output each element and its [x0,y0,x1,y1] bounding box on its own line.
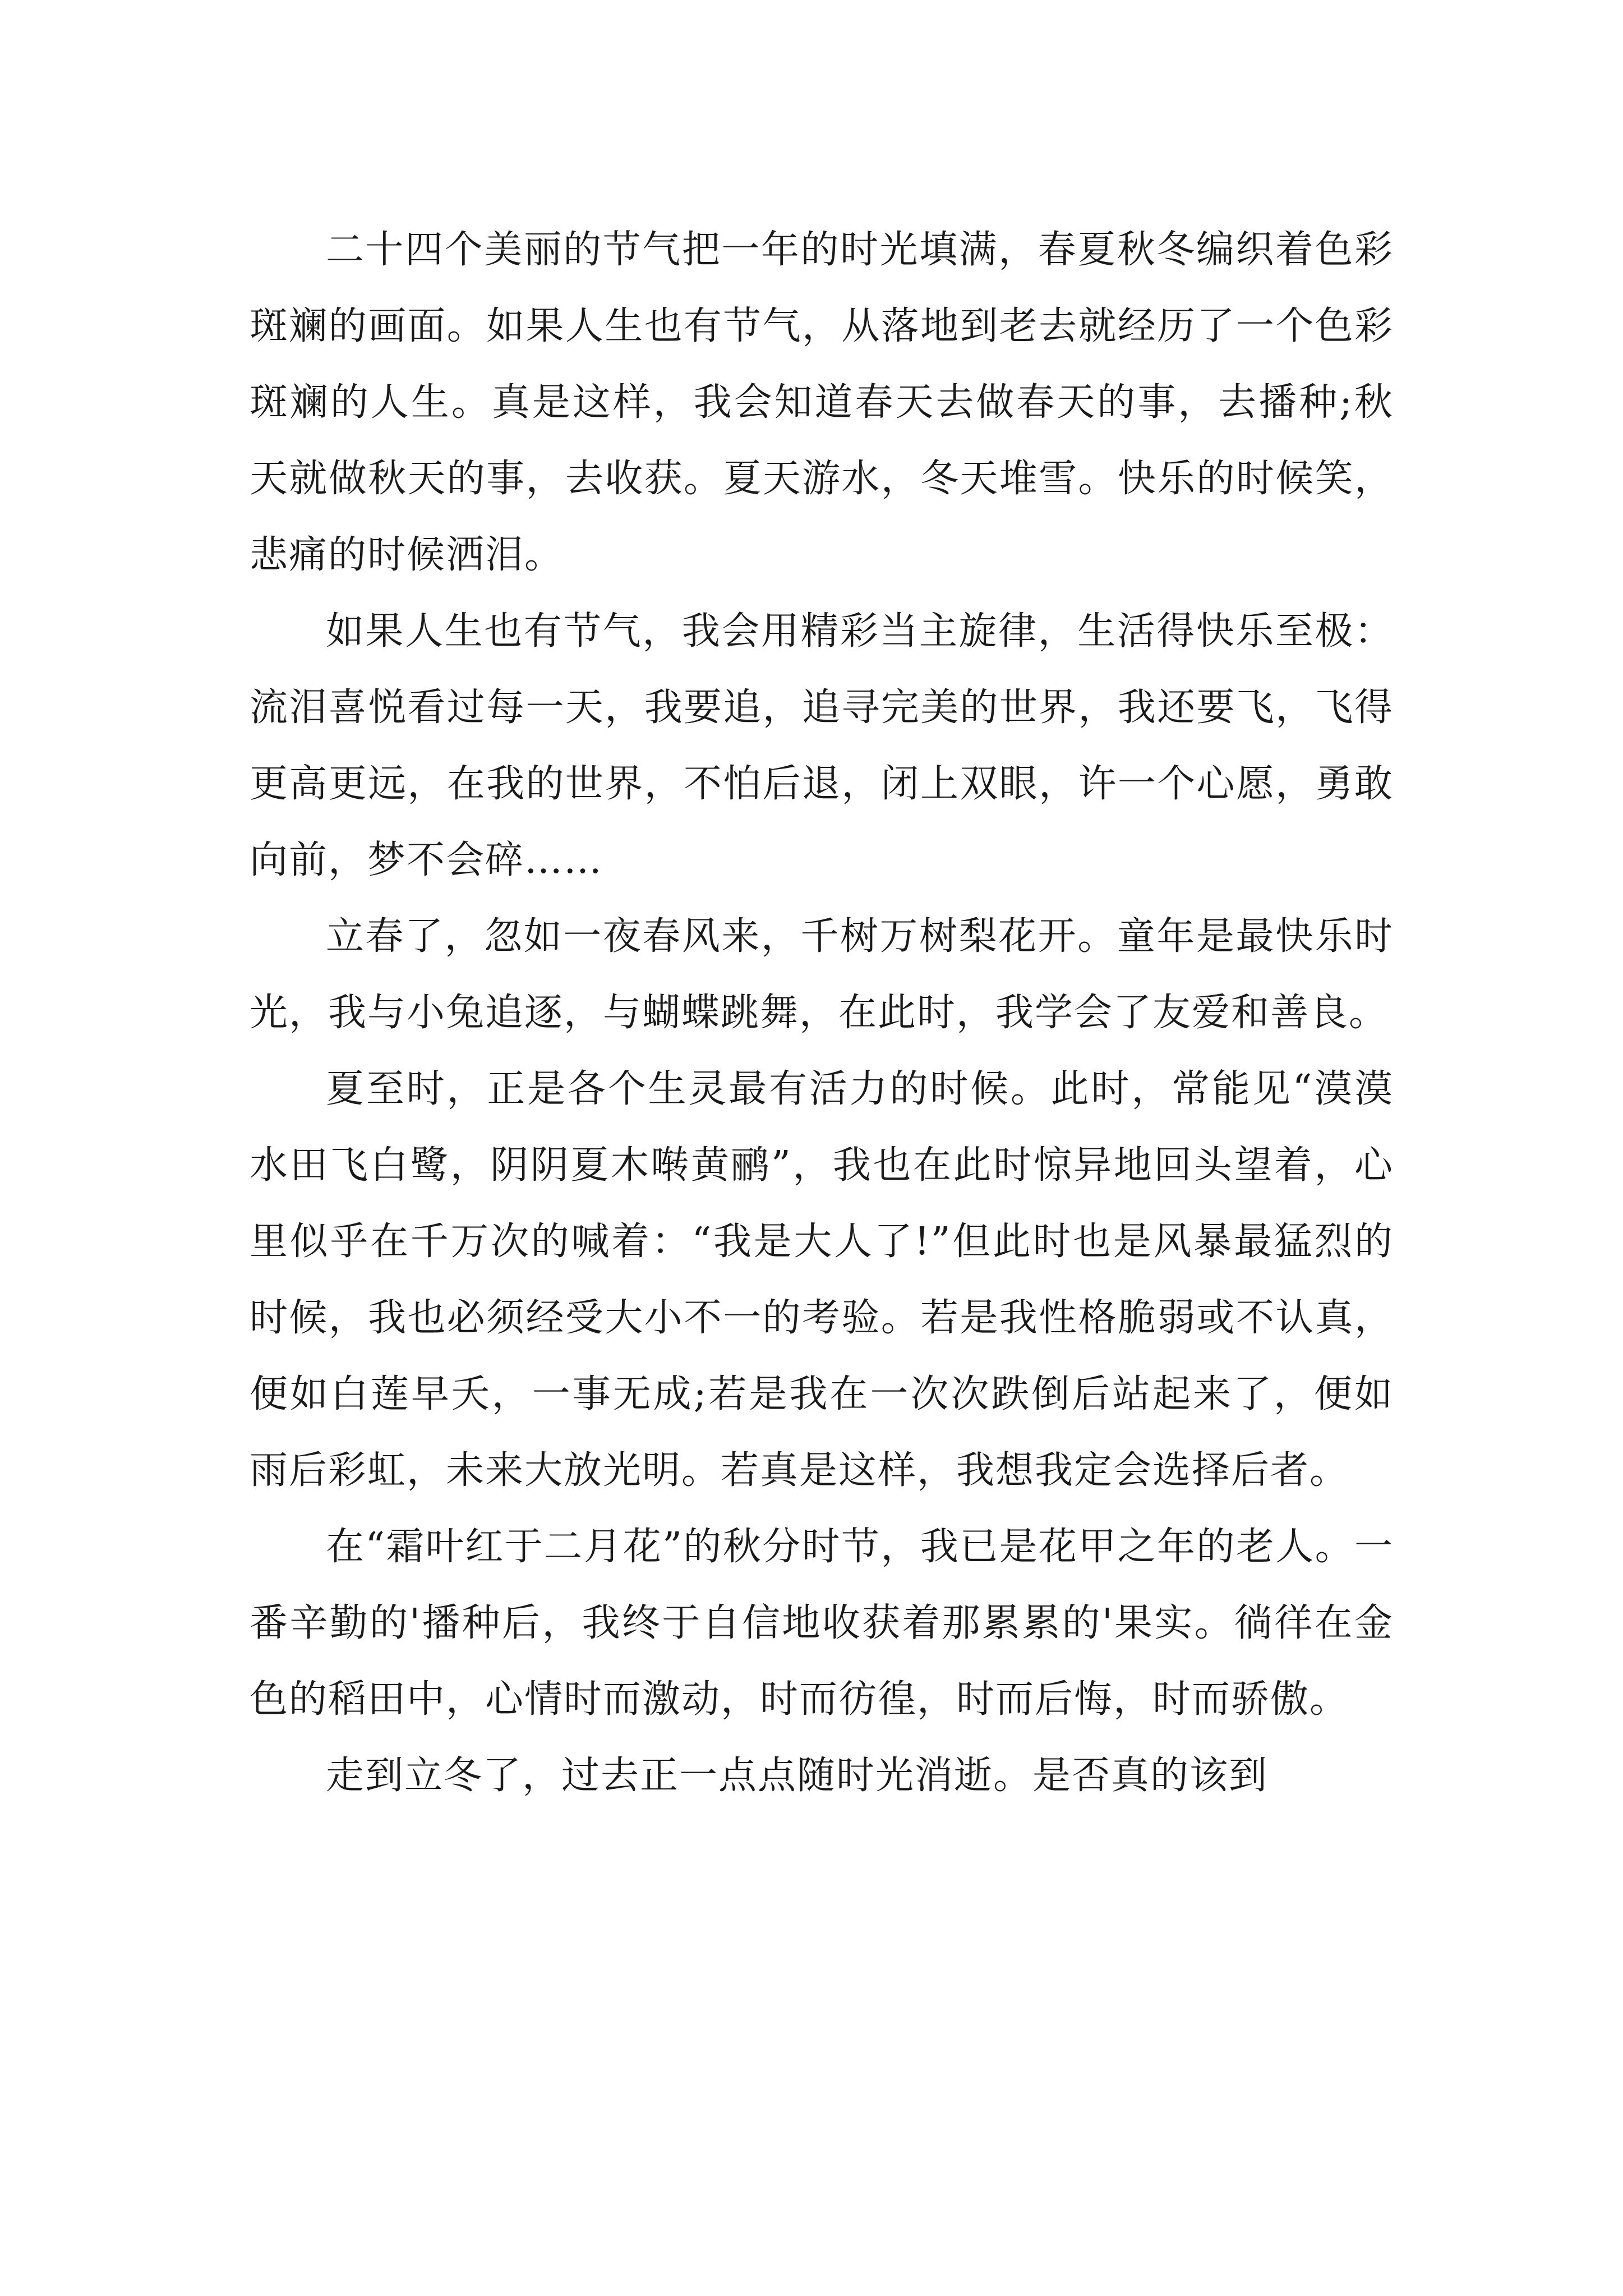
paragraph-4: 夏至时，正是各个生灵最有活力的时候。此时，常能见“漠漠水田飞白鹭，阴阴夏木啭黄鹂”，我也在此时惊异地回头望着，心里似乎在千万次的喊着：“我是大人了!”但此时也是风暴最猛烈的时候，我也必须经受大小不一的考验。若是我性格脆弱或不认真，便如白莲早夭，一事无成;若是我在一次次跌倒后站起来了，便如雨后彩虹，未来大放光明。若真是这样，我想我定会选择后者。 [250,1067,1394,1493]
paragraph-3: 立春了，忽如一夜春风来，千树万树梨花开。童年是最快乐时光，我与小兔追逐，与蝴蝶跳舞，在此时，我学会了友爱和善良。 [250,914,1394,1035]
paragraph-2: 如果人生也有节气，我会用精彩当主旋律，生活得快乐至极：流泪喜悦看过每一天，我要追，追寻完美的世界，我还要飞，飞得更高更远，在我的世界，不怕后退，闭上双眼，许一个心愿，勇敢向前，梦不会碎…… [250,609,1394,882]
paragraph-5: 在“霜叶红于二月花”的秋分时节，我已是花甲之年的老人。一番辛勤的'播种后，我终于自信地收获着那累累的'果实。徜徉在金色的稻田中，心情时而激动，时而彷徨，时而后悔，时而骄傲。 [250,1525,1394,1722]
essay-body [250,212,1394,1814]
paragraph-6: 走到立冬了，过去正一点点随时光消逝。是否真的该到 [326,1754,1269,1798]
paragraph-1: 二十四个美丽的节气把一年的时光填满，春夏秋冬编织着色彩斑斓的画面。如果人生也有节气，从落地到老去就经历了一个色彩斑斓的人生。真是这样，我会知道春天去做春天的事，去播种;秋天就做秋天的事，去收获。夏天游水，冬天堆雪。快乐的时候笑，悲痛的时候洒泪。 [250,228,1394,577]
